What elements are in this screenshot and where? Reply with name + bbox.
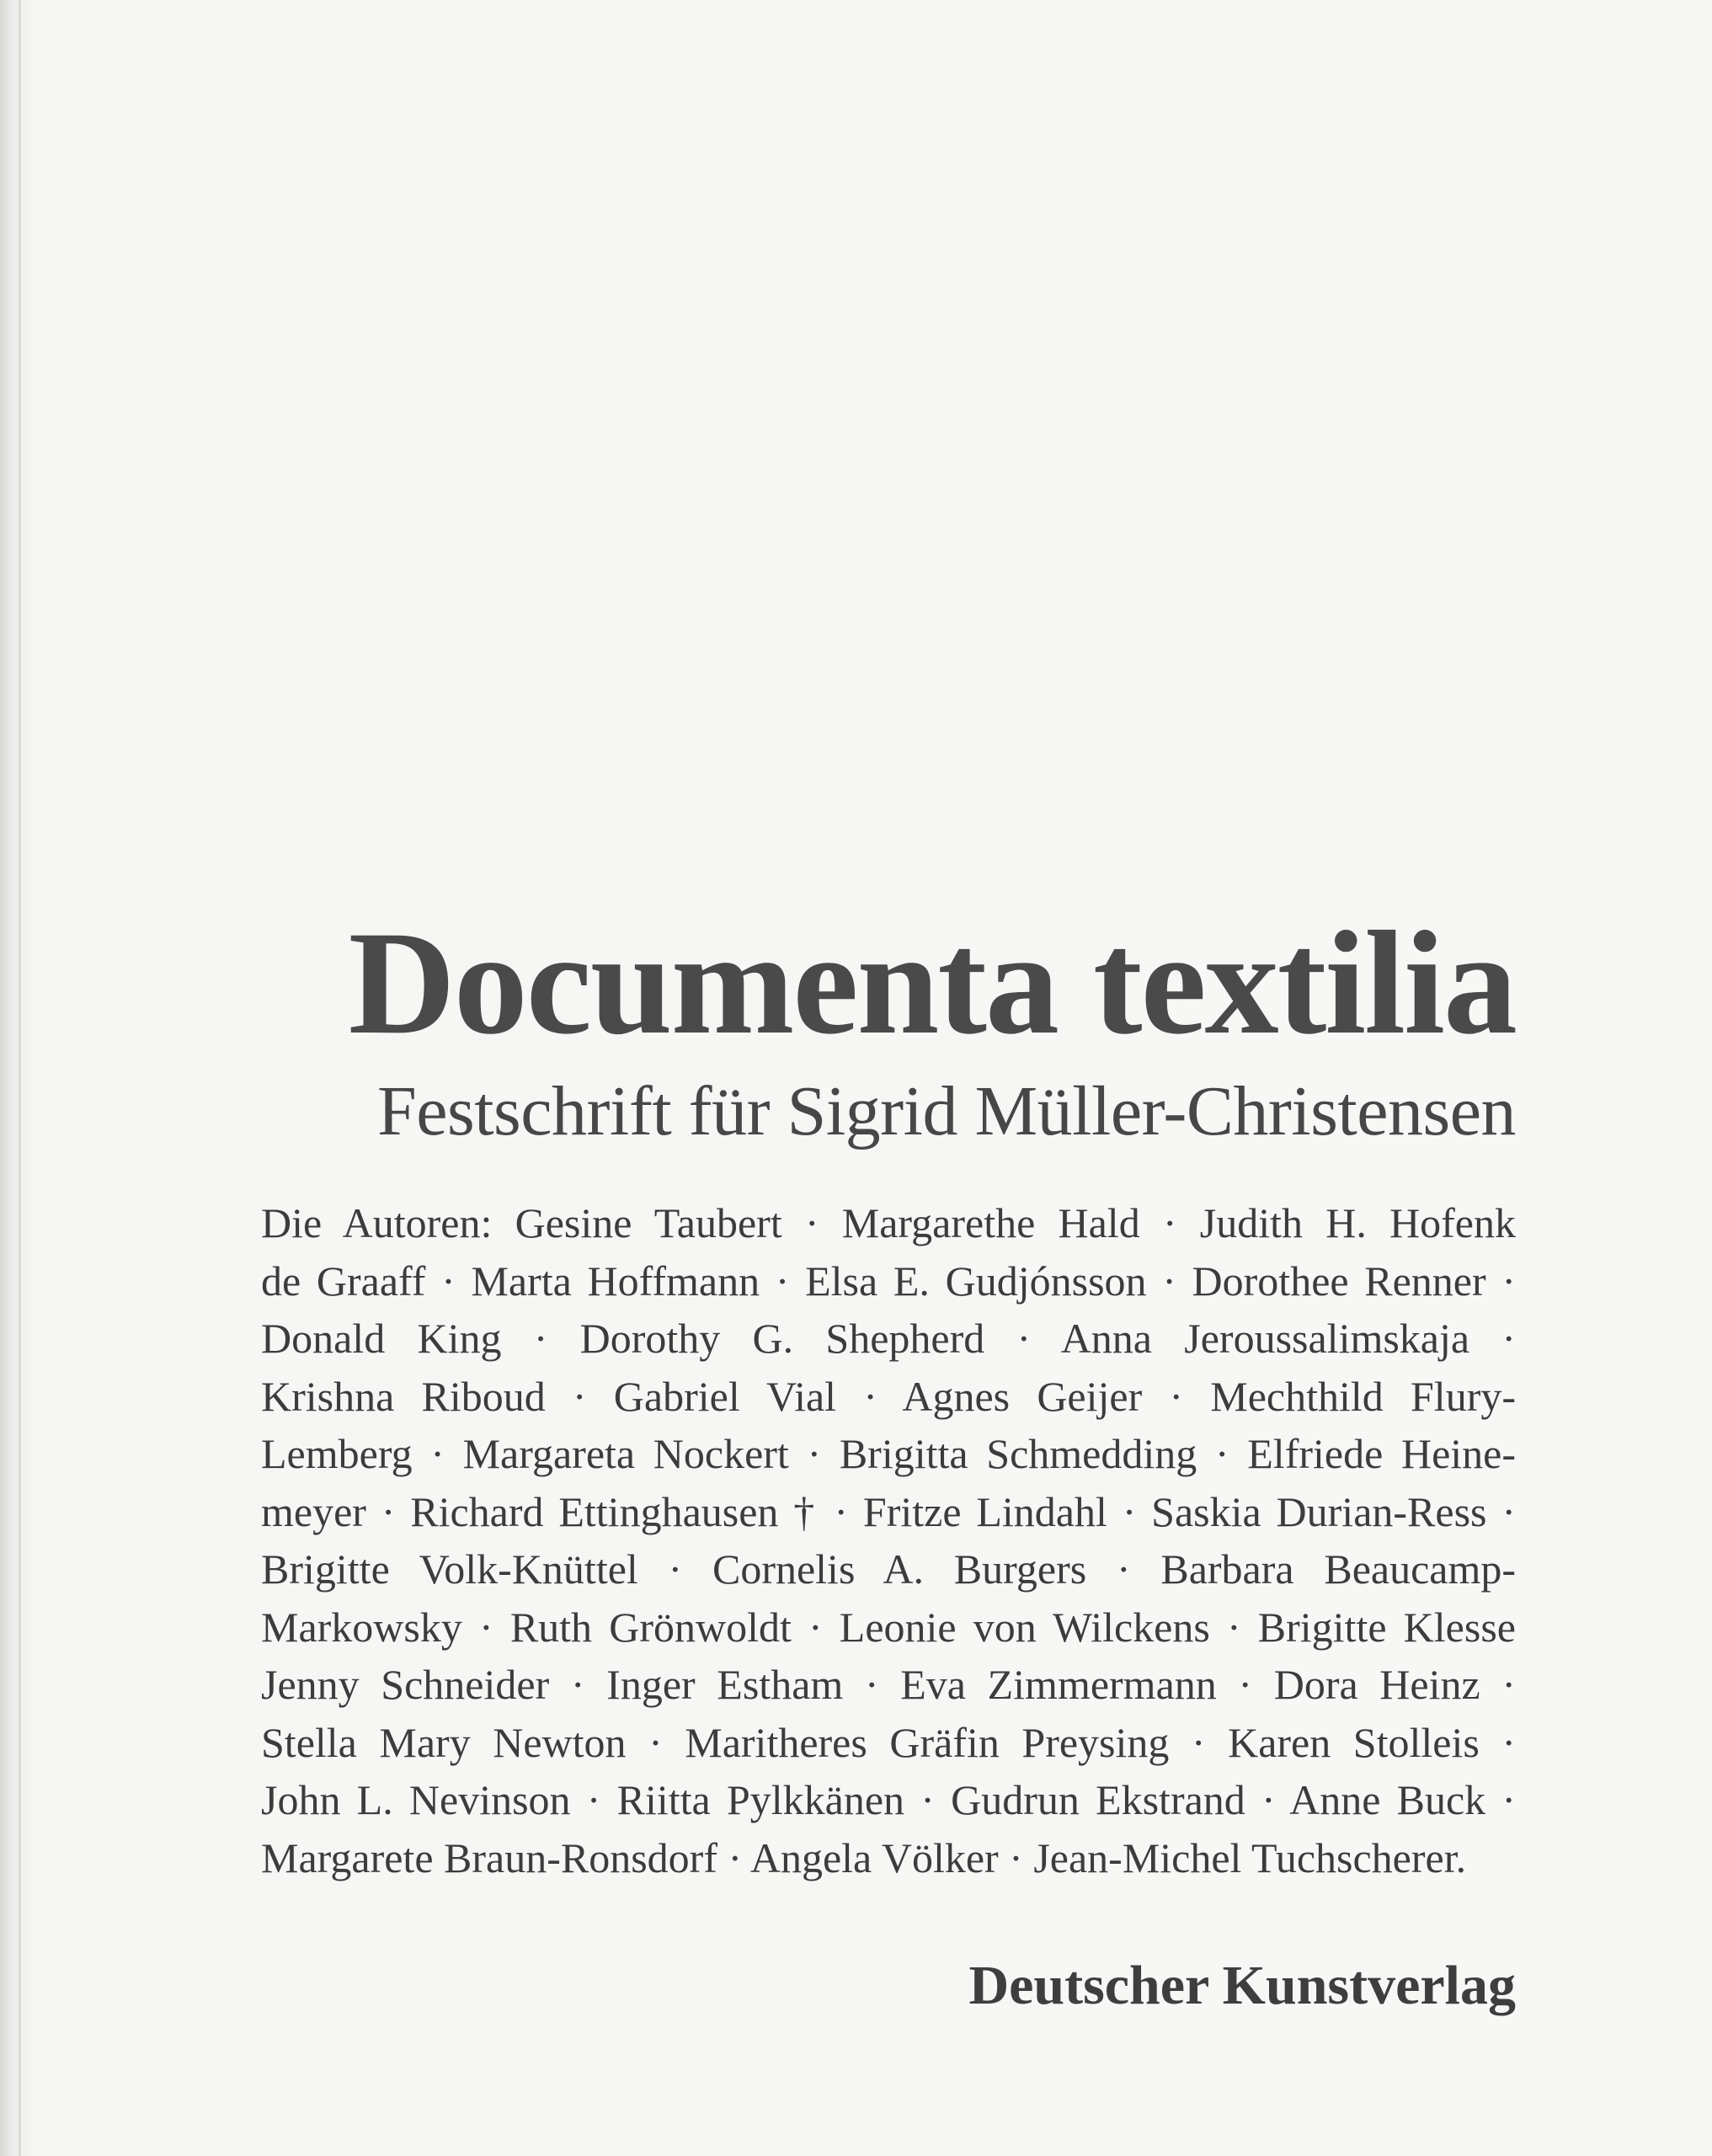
authors-line: Lemberg · Margareta Nockert · Brigitta Schmedding · Elfriede Heine- — [261, 1430, 1516, 1477]
spine-edge — [19, 0, 21, 2156]
authors-line: Jenny Schneider · Inger Estham · Eva Zimmermann · Dora Heinz · — [261, 1661, 1516, 1708]
book-title: Documenta textilia — [348, 901, 1516, 1065]
authors-list — [261, 1194, 1516, 1886]
authors-line: Brigitte Volk-Knüttel · Cornelis A. Burgers · Barbara Beaucamp- — [261, 1545, 1516, 1593]
authors-line: meyer · Richard Ettinghausen † · Fritze Lindahl · Saskia Durian-Ress · — [261, 1487, 1516, 1535]
authors-line: de Graaff · Marta Hoffmann · Elsa E. Gudjónsson · Dorothee Renner · — [261, 1257, 1516, 1305]
authors-line: John L. Nevinson · Riitta Pylkkänen · Gudrun Ekstrand · Anne Buck · — [261, 1776, 1516, 1823]
authors-line: Markowsky · Ruth Grönwoldt · Leonie von Wilckens · Brigitte Klesse — [261, 1603, 1516, 1651]
publisher-name: Deutscher Kunstverlag — [968, 1955, 1516, 2016]
authors-line: Donald King · Dorothy G. Shepherd · Anna Jeroussalimskaja · — [261, 1315, 1516, 1362]
authors-line: Krishna Riboud · Gabriel Vial · Agnes Geijer · Mechthild Flury- — [261, 1372, 1516, 1420]
authors-line: Stella Mary Newton · Maritheres Gräfin Preysing · Karen Stolleis · — [261, 1718, 1516, 1766]
authors-line: Margarete Braun-Ronsdorf · Angela Völker · Jean-Michel Tuchscherer. — [261, 1833, 1467, 1881]
book-subtitle: Festschrift für Sigrid Müller-Christensen — [377, 1072, 1516, 1150]
authors-line: Die Autoren: Gesine Taubert · Margarethe Hald · Judith H. Hofenk — [261, 1199, 1516, 1246]
